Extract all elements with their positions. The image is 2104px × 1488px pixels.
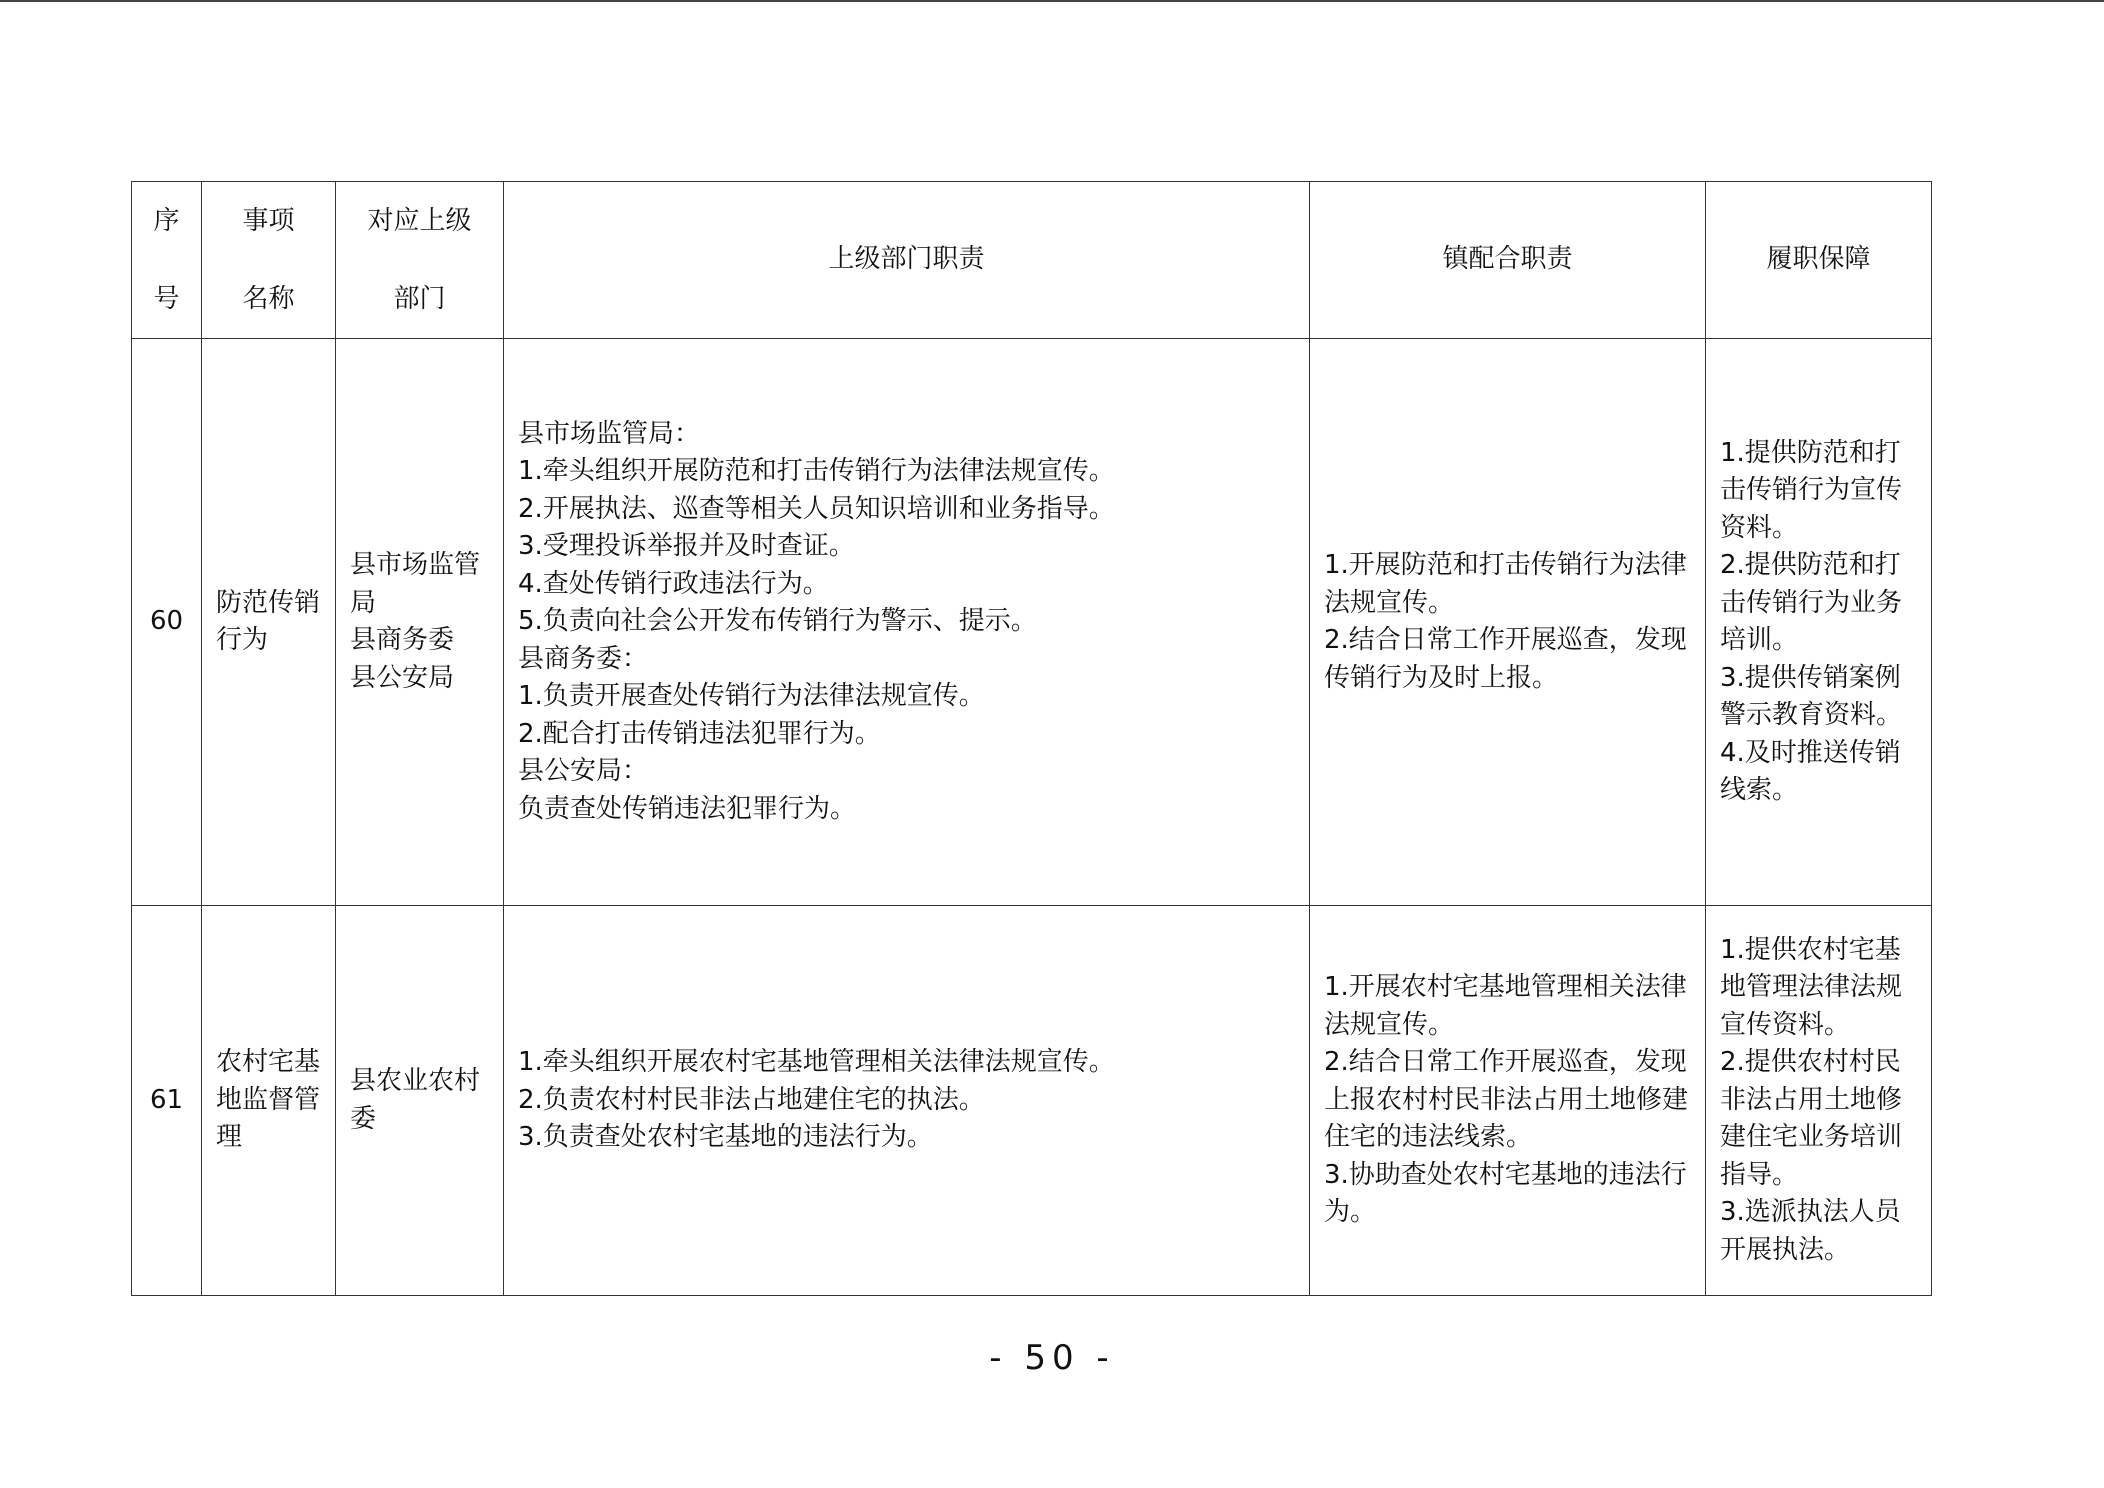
header-guarantee: 履职保障 xyxy=(1706,182,1932,339)
header-town-duties: 镇配合职责 xyxy=(1310,182,1706,339)
row-guarantee: 1.提供农村宅基 地管理法律法规 宣传资料。 2.提供农村村民 非法占用土地修 建住宅业务培训 指导。 3.选派执法人员 开展执法。 xyxy=(1706,906,1932,1296)
row-item-name: 防范传销 行为 xyxy=(202,339,336,906)
page-number: - 50 - xyxy=(989,1338,1115,1378)
top-border-line xyxy=(0,0,2104,2)
row-seq: 60 xyxy=(132,339,202,906)
header-upper-duties: 上级部门职责 xyxy=(504,182,1310,339)
row-upper-duties: 1.牵头组织开展农村宅基地管理相关法律法规宣传。 2.负责农村村民非法占地建住宅的执法。 3.负责查处农村宅基地的违法行为。 xyxy=(504,906,1310,1296)
row-town-duties: 1.开展农村宅基地管理相关法律 法规宣传。 2.结合日常工作开展巡查，发现 上报农村村民非法占用土地修建 住宅的违法线索。 3.协助查处农村宅基地的违法行 为。 xyxy=(1310,906,1706,1296)
row-department: 县市场监管 局 县商务委 县公安局 xyxy=(336,339,504,906)
row-item-name: 农村宅基 地监督管 理 xyxy=(202,906,336,1296)
table-row xyxy=(132,339,1932,906)
duty-table xyxy=(131,181,1932,1296)
row-department: 县农业农村 委 xyxy=(336,906,504,1296)
row-town-duties: 1.开展防范和打击传销行为法律 法规宣传。 2.结合日常工作开展巡查，发现 传销行为及时上报。 xyxy=(1310,339,1706,906)
header-upper-department: 对应上级 部门 xyxy=(336,182,504,339)
header-item-name: 事项 名称 xyxy=(202,182,336,339)
row-guarantee: 1.提供防范和打 击传销行为宣传 资料。 2.提供防范和打 击传销行为业务 培训。 3.提供传销案例 警示教育资料。 4.及时推送传销 线索。 xyxy=(1706,339,1932,906)
header-seq: 序 号 xyxy=(132,182,202,339)
table-row xyxy=(132,906,1932,1296)
row-seq: 61 xyxy=(132,906,202,1296)
row-upper-duties: 县市场监管局： 1.牵头组织开展防范和打击传销行为法律法规宣传。 2.开展执法、巡查等相关人员知识培训和业务指导。 3.受理投诉举报并及时查证。 4.查处传销行政违法行为。 5.负责向社会公开发布传销行为警示、提示。 县商务委： 1.负责开展查处传销行为法律法规宣传。 2.配合打击传销违法犯罪行为。 县公安局： 负责查处传销违法犯罪行为。 xyxy=(504,339,1310,906)
table-header-row xyxy=(132,182,1932,339)
